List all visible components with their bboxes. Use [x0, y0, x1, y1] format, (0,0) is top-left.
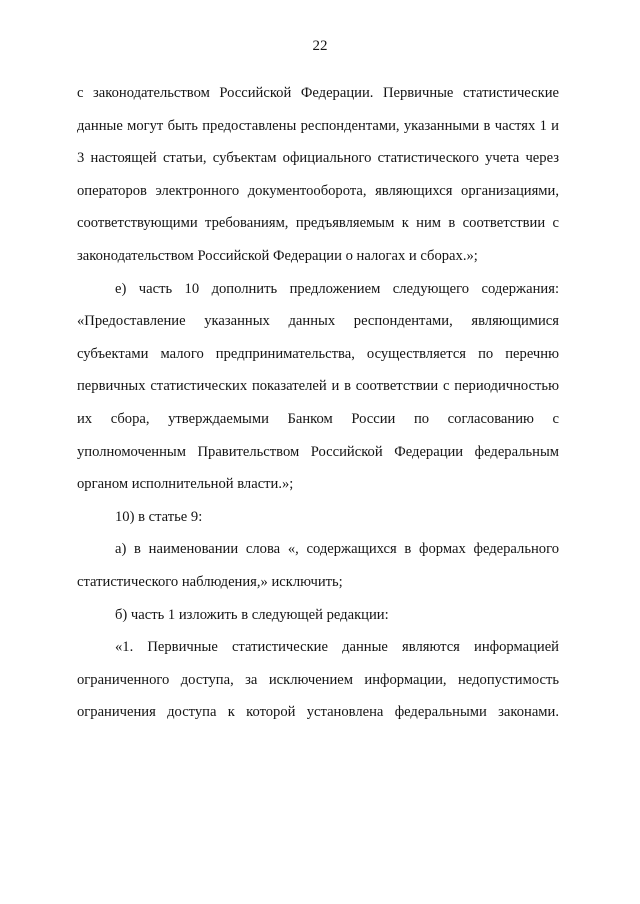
page-number: 22	[312, 38, 328, 54]
paragraph-item-10: 10) в статье 9:	[115, 508, 203, 525]
document-body	[77, 77, 559, 729]
paragraph-quoted-part-1: «1. Первичные статистические данные являются информацией ограниченного доступа, за исключением информации, недопустимость ограничения доступа к которой установлена федеральными законами.	[77, 639, 559, 721]
paragraph-continuation: с законодательством Российской Федерации. Первичные статистические данные могут быть предоставлены респондентами, указанными в частях 1 и 3 настоящей статьи, субъектам официального статистического учета через операторов электронного документооборота, являющихся организациями, соответствующими требованиям, предъявляемым к ним в соответствии с законодательством Российской Федерации о налогах и сборах.»;	[77, 85, 559, 264]
paragraph-item-a: а) в наименовании слова «, содержащихся в формах федерального статистического наблюдения,» исключить;	[77, 541, 559, 590]
paragraph-item-b: б) часть 1 изложить в следующей редакции:	[115, 606, 389, 623]
paragraph-item-e: е) часть 10 дополнить предложением следующего содержания: «Предоставление указанных данных респондентами, являющимися субъектами малого предпринимательства, осуществляется по перечню первичных статистических показателей и в соответствии с периодичностью их сбора, утверждаемыми Банком России по согласованию с уполномоченным Правительством Российской Федерации федеральным органом исполнительной власти.»;	[77, 280, 559, 493]
